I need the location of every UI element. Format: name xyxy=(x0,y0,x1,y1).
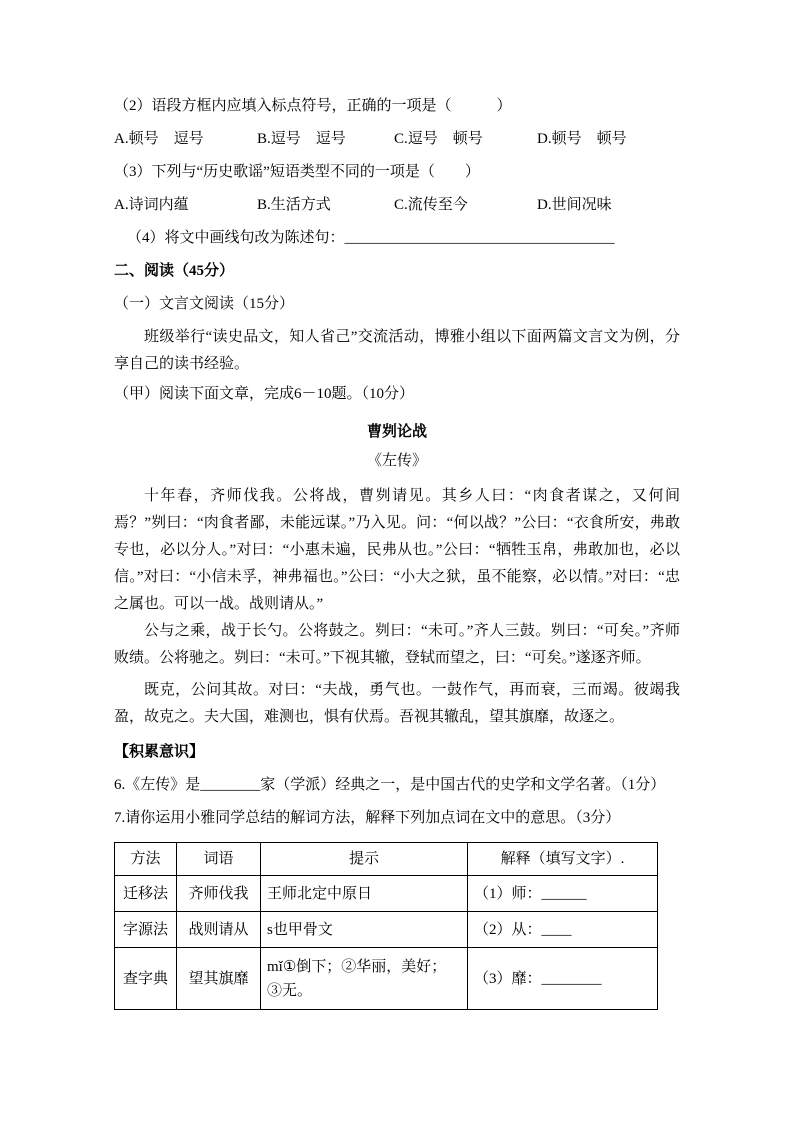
essay-paragraph-2: 公与之乘，战于长勺。公将鼓之。刿曰：“未可。”齐人三鼓。刿曰：“可矣。”齐师败绩。公将驰之。刿曰：“未可。”下视其辙，登轼而望之，曰：“可矣。”遂逐齐师。 xyxy=(114,623,680,666)
table-cell-word: 齐师伐我 xyxy=(177,876,261,912)
question-3-stem: （3）下列与“历史歌谣”短语类型不同的一项是（ ） xyxy=(114,164,480,180)
table-header-word: 词语 xyxy=(177,843,261,876)
table-cell-method: 迁移法 xyxy=(115,876,177,912)
table-row xyxy=(115,948,658,1010)
essay-title: 曹刿论战 xyxy=(366,424,427,440)
essay-paragraph-1: 十年春，齐师伐我。公将战，曹刿请见。其乡人曰：“肉食者谋之，又何间焉？”刿曰：“肉食者鄙，未能远谋。”乃入见。问：“何以战？”公曰：“衣食所安，弗敢专也，必以分人。”对曰：“小惠未遍，民弗从也。”公曰：“牺牲玉帛，弗敢加也，必以信。”对曰：“小信未孚，神弗福也。”公曰：“小大之狱，虽不能察，必以情。”对曰：“忠之属也。可以一战。战则请从。” xyxy=(114,488,680,612)
question-2-option-b: B.逗号 逗号 xyxy=(257,131,346,147)
table-cell-explanation: （2）从：____ xyxy=(468,912,658,948)
table-cell-hint: mǐ①倒下；②华丽，美好；③无。 xyxy=(261,948,468,1010)
question-3-option-c: C.流传至今 xyxy=(394,197,468,213)
question-2-option-d: D.顿号 顿号 xyxy=(537,131,627,147)
question-2-option-a: A.顿号 逗号 xyxy=(114,131,204,147)
essay-paragraph-3: 既克，公问其故。对曰：“夫战，勇气也。一鼓作气，再而衰，三而竭。彼竭我盈，故克之。夫大国，难测也，惧有伏焉。吾视其辙乱，望其旗靡，故逐之。 xyxy=(114,682,680,725)
table-cell-word: 望其旗靡 xyxy=(177,948,261,1010)
question-3-option-d: D.世间况味 xyxy=(537,197,612,213)
table-cell-word: 战则请从 xyxy=(177,912,261,948)
section-2-1-title: （一）文言文阅读（15分） xyxy=(114,296,295,312)
question-3-option-b: B.生活方式 xyxy=(257,197,331,213)
table-cell-method: 字源法 xyxy=(115,912,177,948)
question-3-option-a: A.诗词内蕴 xyxy=(114,197,189,213)
question-7-stem: 7.请你运用小雅同学总结的解词方法，解释下列加点词在文中的意思。（3分） xyxy=(114,810,621,826)
table-cell-hint: 王师北定中原日 xyxy=(261,876,468,912)
table-row xyxy=(115,912,658,948)
table-row xyxy=(115,876,658,912)
table-header-method: 方法 xyxy=(115,843,177,876)
question-3-options xyxy=(114,189,680,222)
question-2-stem: （2）语段方框内应填入标点符号，正确的一项是（ ） xyxy=(114,98,512,114)
accumulate-awareness-label: 【积累意识】 xyxy=(114,744,205,760)
table-cell-explanation: （1）师：______ xyxy=(468,876,658,912)
table-cell-method: 查字典 xyxy=(115,948,177,1010)
part-jia-instruction: （甲）阅读下面文章，完成6－10题。（10分） xyxy=(114,386,415,402)
table-cell-explanation: （3）靡：________ xyxy=(468,948,658,1010)
section-2-title: 二、阅读（45分） xyxy=(114,263,235,279)
question-2-option-c: C.逗号 顿号 xyxy=(394,131,483,147)
table-header-explanation: 解释（填写文字）. xyxy=(468,843,658,876)
table-header-hint: 提示 xyxy=(261,843,468,876)
question-4-stem: （4）将文中画线句改为陈述句：____________________________________ xyxy=(127,230,615,246)
word-explanation-table xyxy=(114,842,658,1010)
table-cell-hint: s也甲骨文 xyxy=(261,912,468,948)
question-2-options xyxy=(114,123,680,156)
table-header-row xyxy=(115,843,658,876)
activity-intro-paragraph: 班级举行“读史品文，知人省己”交流活动，博雅小组以下面两篇文言文为例，分享自己的读书经验。 xyxy=(114,329,680,372)
question-6-stem: 6.《左传》是________家（学派）经典之一，是中国古代的史学和文学名著。（1分） xyxy=(114,777,666,793)
essay-source: 《左传》 xyxy=(366,453,427,469)
